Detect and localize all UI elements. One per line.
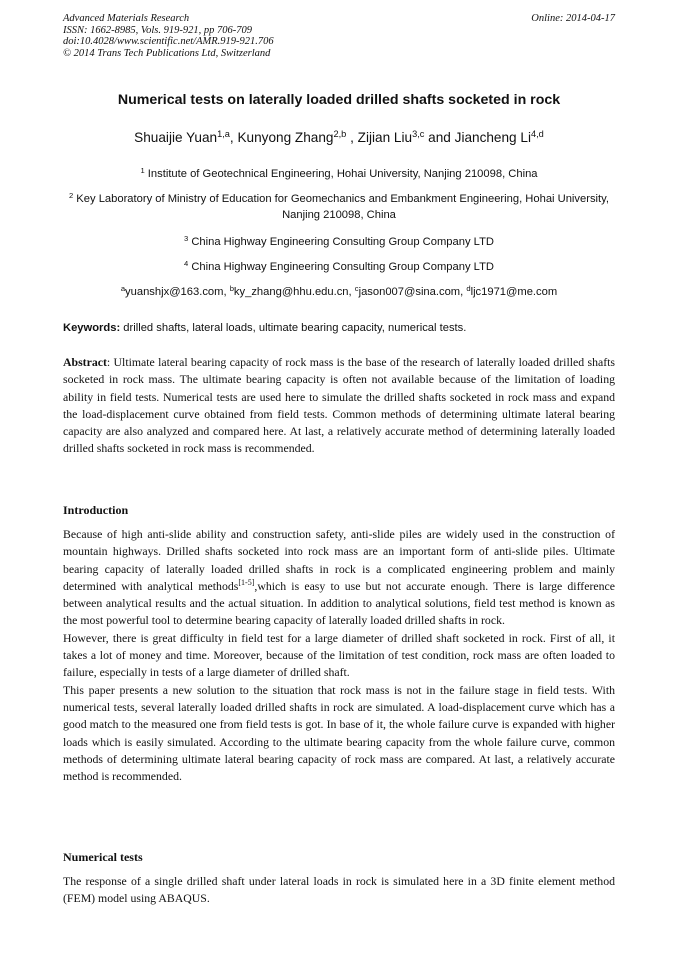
author-sup: 4,d	[530, 128, 544, 139]
intro-paragraph-2: However, there is great difficulty in field test for a large diameter of drilled shaft socketed in rock. First of all, it takes a lot of money and time. Moreover, because of the limitation of test condition, rock mass are often loaded to failure, especially in tests of a large diameter of drilled shaft.	[63, 630, 615, 680]
author-name: Jiancheng Li	[454, 130, 531, 145]
author-sep: ,	[346, 130, 358, 145]
abstract	[63, 354, 615, 458]
affiliation-sup: 1	[140, 165, 145, 175]
author-sep: ,	[229, 130, 238, 145]
author-sup: 1,a	[217, 128, 230, 139]
email-text: ljc1971@me.com	[470, 286, 558, 298]
journal-doi: doi:10.4028/www.scientific.net/AMR.919-921.706	[63, 36, 274, 47]
intro-text: ,which is easy to use but not accurate enough. There is large difference between analytical results and the actual situation. In addition to analytical solutions, field test method is known as the most powerful tool to determine bearing capacity of laterally loaded drilled shafts in rock.	[63, 578, 615, 628]
author-sup: 3,c	[412, 128, 425, 139]
email-list	[62, 284, 616, 300]
introduction-body	[63, 526, 615, 785]
intro-paragraph-3: This paper presents a new solution to the situation that rock mass is not in the failure stage in field tests. With numerical tests, several laterally loaded drilled shafts in rock are simulated. A load-displacement curve which has a good match to the measured one from field tests is got. In base of it, the whole failure curve is expanded with higher loads which is easily simulated. According to the ultimate bearing capacity from the whole failure curve, common methods of determining ultimate lateral bearing capacity of rock mass are compared. At last, a relatively accurate method is recommended.	[63, 682, 615, 784]
author-name: Kunyong Zhang	[237, 130, 334, 145]
journal-copyright: © 2014 Trans Tech Publications Ltd, Switzerland	[63, 47, 271, 59]
email-sup: c	[354, 283, 359, 293]
author-sup: 2,b	[333, 128, 347, 139]
affiliation-text: Institute of Geotechnical Engineering, Hohai University, Nanjing 210098, China	[144, 168, 538, 180]
author-name: Zijian Liu	[357, 130, 413, 145]
email-text: yuanshjx@163.com,	[125, 286, 230, 298]
introduction-heading: Introduction	[63, 503, 129, 517]
journal-name: Advanced Materials Research	[63, 13, 190, 24]
journal-header	[63, 13, 274, 59]
email-text: jason007@sina.com,	[358, 286, 467, 298]
online-date: Online: 2014-04-17	[531, 13, 615, 24]
paper-title: Numerical tests on laterally loaded drilled shafts socketed in rock	[117, 92, 561, 108]
email-sup: a	[120, 283, 126, 293]
numerical-tests-body	[63, 873, 615, 908]
intro-text: Because of high anti-slide ability and construction safety, anti-slide piles are widely used in the construction of mountain highways. Drilled shafts socketed into rock mass are an important form of anti-slide piles. Ultimate bearing capacity of laterally loaded drilled shafts in rock is a complicated engineering problem and mainly determined with analytical methods	[63, 527, 615, 593]
journal-issn: ISSN: 1662-8985, Vols. 919-921, pp 706-709	[63, 24, 252, 36]
affiliation-1	[62, 166, 616, 182]
affiliation-text: China Highway Engineering Consulting Group Company LTD	[188, 236, 494, 248]
affiliation-3	[62, 234, 616, 250]
affiliation-sup: 4	[184, 258, 189, 268]
intro-paragraph-1	[63, 526, 615, 630]
author-name: Shuaijie Yuan	[134, 130, 218, 145]
affiliation-sup: 3	[184, 233, 189, 243]
keywords-label: Keywords:	[63, 322, 121, 334]
abstract-text: : Ultimate lateral bearing capacity of rock mass is the base of the research of laterally loaded drilled shafts socketed in rock mass. The ultimate bearing capacity is often not available because of the limitation of loading ability in field tests. Numerical tests are used here to simulate the drilled shafts socketed in rock mass and expand the load-displacement curve obtained from field tests. Common methods of determining ultimate lateral bearing capacity are also analyzed and compared here. At last, a relatively accurate method of determining laterally loaded drilled shafts socketed in rock mass is recommended.	[63, 355, 615, 456]
affiliation-text: China Highway Engineering Consulting Group Company LTD	[188, 261, 494, 273]
affiliation-4	[62, 259, 616, 275]
author-sep: and	[424, 130, 455, 145]
email-text: ky_zhang@hhu.edu.cn,	[233, 286, 355, 298]
email-sup: b	[229, 283, 234, 293]
keywords	[63, 322, 615, 334]
email-sup: d	[466, 283, 471, 293]
author-list	[40, 130, 638, 145]
keywords-text: drilled shafts, lateral loads, ultimate bearing capacity, numerical tests.	[120, 322, 467, 334]
citation: [1-5]	[238, 578, 255, 588]
numerical-paragraph-1: The response of a single drilled shaft under lateral loads in rock is simulated here in a 3D finite element method (FEM) model using ABAQUS.	[63, 874, 615, 906]
abstract-label: Abstract	[63, 355, 107, 369]
affiliation-text: Key Laboratory of Ministry of Education for Geomechanics and Embankment Engineering, Hohai University, Nanjing 210098, China	[73, 193, 610, 221]
affiliation-sup: 2	[68, 190, 74, 200]
affiliation-2	[62, 191, 616, 223]
numerical-tests-heading: Numerical tests	[63, 850, 143, 864]
